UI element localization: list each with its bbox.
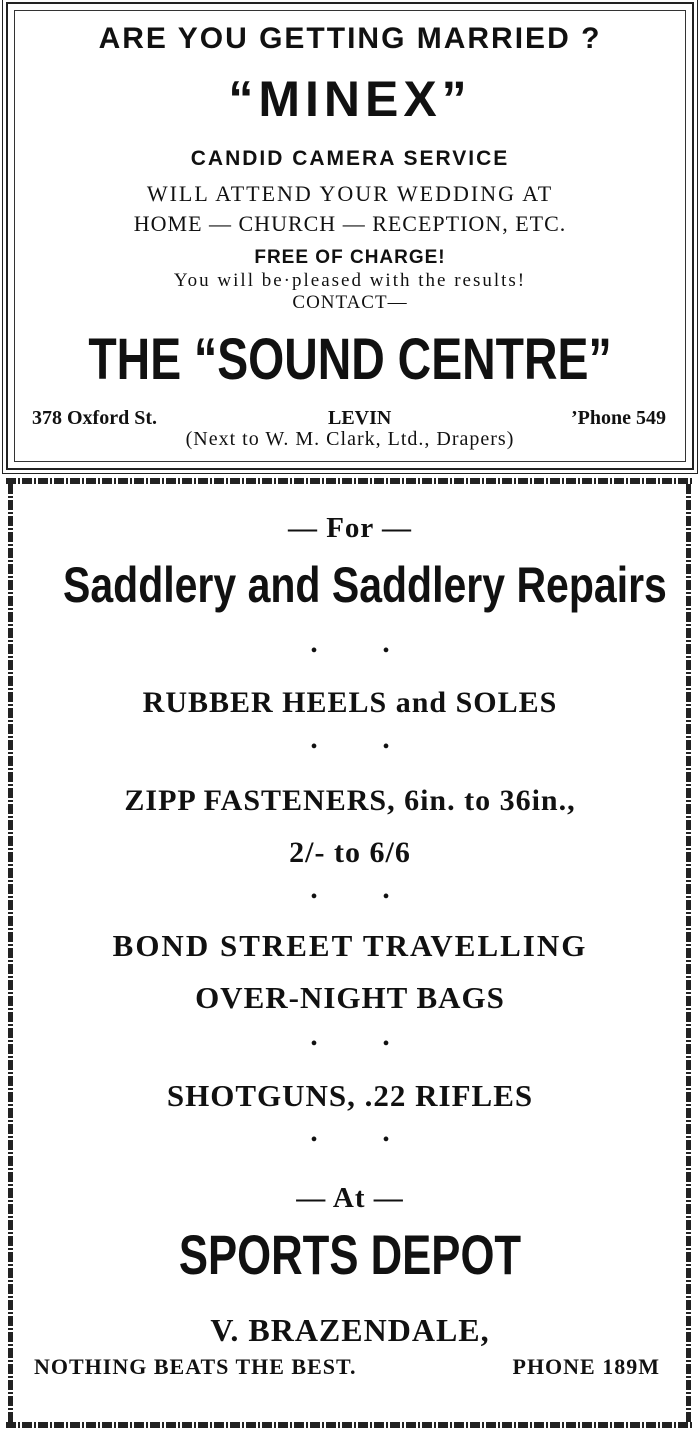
sound-centre-town: LEVIN	[328, 407, 392, 429]
sports-depot-advertisement	[0, 476, 700, 1436]
sports-for-label: — For —	[287, 512, 413, 544]
sports-at-label: — At —	[296, 1182, 404, 1214]
sound-centre-name: THE “SOUND CENTRE”	[88, 327, 612, 392]
overnight-bags-line: OVER-NIGHT BAGS	[195, 980, 505, 1015]
sound-centre-street: 378 Oxford St.	[32, 407, 157, 429]
sound-centre-next-to: (Next to W. M. Clark, Ltd., Drapers)	[185, 428, 515, 450]
minex-free-of-charge: FREE OF CHARGE!	[254, 247, 446, 268]
minex-attend-text: WILL ATTEND YOUR WEDDING AT	[146, 181, 554, 206]
rubber-heels-line: RUBBER HEELS and SOLES	[142, 686, 558, 719]
bullet-separator: • •	[310, 1129, 420, 1151]
sports-phone: PHONE 189M	[512, 1354, 660, 1379]
minex-advertisement	[6, 2, 694, 470]
minex-headline: ARE YOU GETTING MARRIED ?	[98, 22, 602, 55]
zipp-price-line: 2/- to 6/6	[289, 836, 411, 869]
sports-slogan: NOTHING BEATS THE BEST.	[34, 1354, 357, 1379]
minex-contact-label: CONTACT—	[292, 292, 408, 313]
sound-centre-phone: ’Phone 549	[571, 407, 666, 429]
zipp-fasteners-line: ZIPP FASTENERS, 6in. to 36in.,	[124, 784, 576, 817]
saddlery-heading: Saddlery and Saddlery Repairs	[63, 557, 667, 613]
shotguns-line: SHOTGUNS, .22 RIFLES	[166, 1078, 534, 1113]
bullet-separator: • •	[310, 1033, 420, 1055]
minex-places-text: HOME — CHURCH — RECEPTION, ETC.	[133, 211, 567, 236]
sports-owner-name: V. BRAZENDALE,	[210, 1312, 490, 1348]
bullet-separator: • •	[310, 886, 420, 908]
minex-brand: “MINEX”	[228, 71, 472, 127]
minex-pleased-text: You will be·pleased with the results!	[173, 270, 527, 291]
bond-street-line: BOND STREET TRAVELLING	[112, 928, 588, 963]
bullet-separator: • •	[310, 640, 420, 662]
sports-depot-name: SPORTS DEPOT	[178, 1223, 522, 1286]
minex-service: CANDID CAMERA SERVICE	[190, 147, 510, 170]
bullet-separator: • •	[310, 736, 420, 758]
